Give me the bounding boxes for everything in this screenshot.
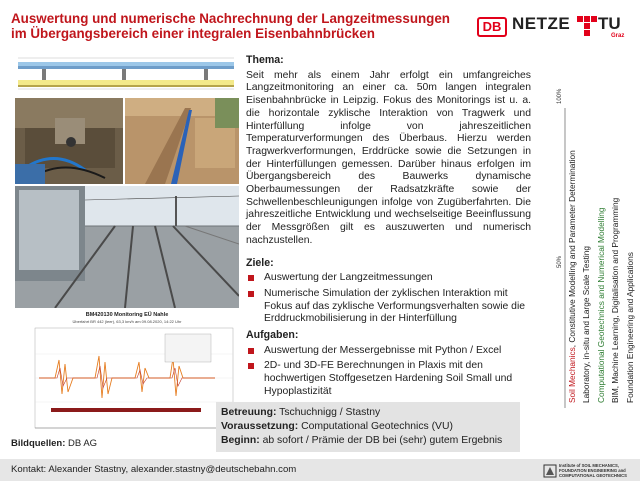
bridge-drawing <box>12 52 240 92</box>
soil-mechanics-highlight: Soil Mechanics <box>567 347 577 403</box>
monitoring-chart <box>15 310 239 438</box>
soil-mechanics-rest: , Constitutive Modelling and Parameter Determination <box>567 150 577 348</box>
institute-emblem-icon <box>543 463 557 479</box>
aufgaben-heading: Aufgaben: <box>246 329 299 342</box>
betreuung-value: Tschuchnigg / Stastny <box>279 407 381 418</box>
institute-line-2: FOUNDATION ENGINEERING and <box>559 467 626 473</box>
voraussetzung-label: Voraussetzung: <box>221 421 299 432</box>
betreuung-label: Betreuung: <box>221 407 277 418</box>
beginn-value: ab sofort / Prämie der DB bei (sehr) gutem Ergebnis <box>262 435 503 446</box>
chart-plot <box>15 324 239 438</box>
list-item: Auswertung der Messergebnisse mit Python / Excel <box>246 345 531 358</box>
focus-area-laboratory: Laboratory, in-situ and Large Scale Testing <box>581 246 592 403</box>
focus-areas-list <box>540 80 640 460</box>
main-text <box>246 54 531 402</box>
institute-line-1: Institute of SOIL MECHANICS, <box>559 463 619 468</box>
chart-title: BM420130 Monitoring EÜ Nahle <box>85 312 169 318</box>
caption-value: DB AG <box>68 438 98 449</box>
focus-area-foundation: Foundation Engineering and Applications <box>624 252 635 403</box>
institute-logo <box>541 462 639 480</box>
trench-photo <box>125 98 239 184</box>
list-item: Auswertung der Langzeitmessungen <box>246 272 531 285</box>
image-sources-caption <box>11 438 97 449</box>
voraussetzung-row <box>221 420 515 434</box>
institute-name <box>559 464 627 478</box>
percent-100-label: 100% <box>557 88 563 104</box>
sensor-photo <box>15 98 123 184</box>
list-item: 2D- und 3D-FE Berechnungen in Plaxis mit den hochwertigen Stoffgesetzen Hardening Soil Small und Hypoplastizität <box>246 360 531 398</box>
betreuung-row <box>221 406 515 420</box>
page-footer <box>0 459 640 481</box>
focus-area-computational: Computational Geotechnics and Numerical Modelling <box>595 207 606 403</box>
focus-area-bim: BIM, Machine Learning, Digitalisation and Programming <box>610 197 621 403</box>
aufgaben-list <box>246 345 531 399</box>
thema-text: Seit mehr als einem Jahr erfolgt ein umfangreiches Langzeitmonitoring an einer ca. 50m langen integralen Eisenbahnbrücke in Leipzig. Fokus des Monitorings ist u. a. die horizontale zyklische Interaktion von Tragwerk und Hinterfüllung infolge von jahreszeitlichen Temperaturverformungen des Überbaus. Hierzu werden Tragwerkverformungen, Erddrücke sowie die Setzungen in der Hinterfüllungen gemessen. Darüber hinaus erfolgen im Übergangsbereich des Bauwerks dynamische Oberbaumessungen der Radsatzkräfte sowie der Schwellenbeschleunigungen infolge von Zugüberfahrten. Die jahreszeitliche Entwicklung und wechselseitige Beeinflussung der Messgrößen gilt es auszuwerten und numerisch nachzustellen. <box>246 69 531 246</box>
chart-subtitle: Überfahrt BR 442 (leer), 63,3 km/h am 09.08.2020, 14:22 Uhr <box>72 319 182 324</box>
ziele-list <box>246 272 531 326</box>
percent-50-label: 50% <box>557 255 563 268</box>
info-box <box>216 402 520 452</box>
voraussetzung-value: Computational Geotechnics (VU) <box>301 421 453 432</box>
caption-label: Bildquellen: <box>11 438 66 449</box>
netze-label: NETZE <box>512 14 571 33</box>
beginn-label: Beginn: <box>221 435 260 446</box>
list-item: Numerische Simulation der zyklischen Interaktion mit Fokus auf das zyklische Verformungsverhalten sowie die Erddruckmobilisierung in der Hinterfüllung <box>246 288 531 326</box>
db-logo: DB <box>477 17 507 37</box>
focus-area-soil-mechanics <box>565 150 579 403</box>
thema-heading: Thema: <box>246 54 284 66</box>
track-photo <box>15 186 239 308</box>
page-header <box>0 0 640 50</box>
image-collage <box>12 52 240 448</box>
tu-city-label: Graz <box>611 33 625 39</box>
ziele-heading: Ziele: <box>246 256 274 269</box>
contact-info: Kontakt: Alexander Stastny, alexander.stastny@deutschebahn.com <box>11 464 297 475</box>
tu-label: TU <box>598 14 621 33</box>
page-title: Auswertung und numerische Nachrechnung der Langzeitmessungen im Übergangsbereich einer integralen Eisenbahnbrücken <box>11 11 450 41</box>
institute-line-3: COMPUTATIONAL GEOTECHNICS <box>559 472 627 478</box>
rotated-list <box>565 150 637 403</box>
beginn-row <box>221 434 515 448</box>
